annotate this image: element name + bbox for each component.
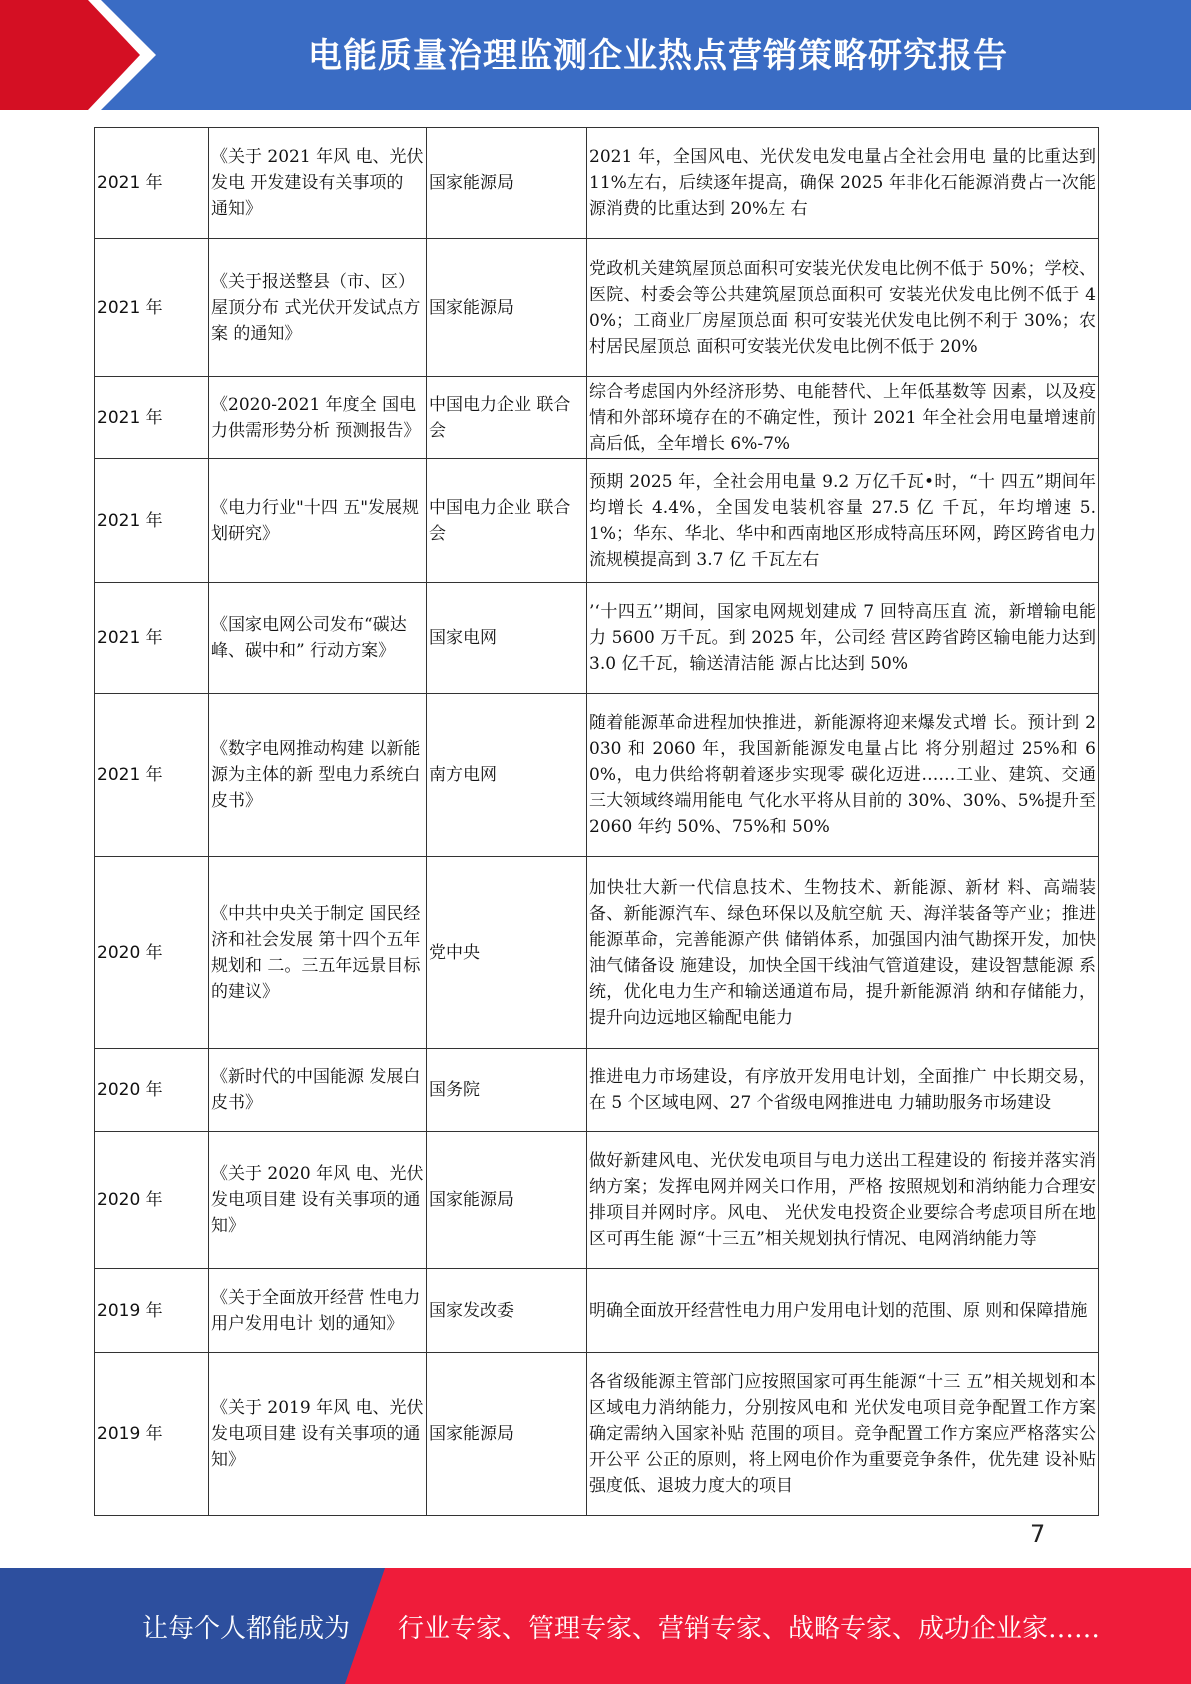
year-cell: 2019 年 xyxy=(95,1269,209,1353)
table-row xyxy=(95,857,1099,1049)
year-cell: 2019 年 xyxy=(95,1353,209,1516)
document-cell: 《新时代的中国能源 发展白皮书》 xyxy=(209,1049,427,1132)
content-cell: 加快壮大新一代信息技术、生物技术、新能源、新材 料、高端装备、新能源汽车、绿色环保以及航空航 天、海洋装备等产业；推进能源革命，完善能源产供 储销体系，加强国内油气勘探开发，加快油气储备设 施建设，加快全国干线油气管道建设，建设智慧能源 系统，优化电力生产和输送通道布局，提升新能源消 纳和存储能力，提升向边远地区输配电能力 xyxy=(587,857,1099,1049)
policy-table xyxy=(94,127,1099,1516)
table-row xyxy=(95,459,1099,583)
year-cell: 2020 年 xyxy=(95,1049,209,1132)
table-row xyxy=(95,1353,1099,1516)
issuer-cell: 国务院 xyxy=(427,1049,587,1132)
document-cell: 《关于 2021 年风 电、光伏发电 开发建设有关事项的 通知》 xyxy=(209,128,427,239)
document-cell: 《关于报送整县（市、区）屋顶分布 式光伏开发试点方案 的通知》 xyxy=(209,239,427,377)
year-cell: 2021 年 xyxy=(95,128,209,239)
document-cell: 《电力行业"十四 五"发展规划研究》 xyxy=(209,459,427,583)
issuer-cell: 中国电力企业 联合会 xyxy=(427,377,587,459)
table-row xyxy=(95,583,1099,694)
content-cell: 党政机关建筑屋顶总面积可安装光伏发电比例不低于 50%；学校、医院、村委会等公共建筑屋顶总面积可 安装光伏发电比例不低于 40%；工商业厂房屋顶总面 积可安装光伏发电比例不利于 30%；农村居民屋顶总 面积可安装光伏发电比例不低于 20% xyxy=(587,239,1099,377)
content-cell: 2021 年，全国风电、光伏发电发电量占全社会用电 量的比重达到 11%左右，后续逐年提高，确保 2025 年非化石能源消费占一次能源消费的比重达到 20%左 右 xyxy=(587,128,1099,239)
document-cell: 《中共中央关于制定 国民经济和社会发展 第十四个五年规划和 二。三五年远景目标 的建议》 xyxy=(209,857,427,1049)
document-cell: 《关于 2019 年风 电、光伏发电项目建 设有关事项的通知》 xyxy=(209,1353,427,1516)
year-cell: 2021 年 xyxy=(95,694,209,857)
issuer-cell: 国家电网 xyxy=(427,583,587,694)
document-cell: 《关于 2020 年风 电、光伏发电项目建 设有关事项的通知》 xyxy=(209,1132,427,1269)
table-row xyxy=(95,1132,1099,1269)
year-cell: 2021 年 xyxy=(95,459,209,583)
year-cell: 2021 年 xyxy=(95,239,209,377)
page-header xyxy=(0,0,1191,110)
document-cell: 《国家电网公司发布“碳达峰、碳中和” 行动方案》 xyxy=(209,583,427,694)
content-cell: 明确全面放开经营性电力用户发用电计划的范围、原 则和保障措施 xyxy=(587,1269,1099,1353)
document-cell: 《2020-2021 年度全 国电力供需形势分析 预测报告》 xyxy=(209,377,427,459)
table-row xyxy=(95,1049,1099,1132)
table-row xyxy=(95,239,1099,377)
table-row xyxy=(95,128,1099,239)
table-row xyxy=(95,1269,1099,1353)
year-cell: 2021 年 xyxy=(95,377,209,459)
content-cell: 做好新建风电、光伏发电项目与电力送出工程建设的 衔接并落实消纳方案；发挥电网并网关口作用，严格 按照规划和消纳能力合理安排项目并网时序。风电、 光伏发电投资企业要综合考虑项目所在地区可再生能 源“十三五”相关规划执行情况、电网消纳能力等 xyxy=(587,1132,1099,1269)
issuer-cell: 国家能源局 xyxy=(427,128,587,239)
content-cell: 各省级能源主管部门应按照国家可再生能源“十三 五”相关规划和本区域电力消纳能力，分别按风电和 光伏发电项目竞争配置工作方案确定需纳入国家补贴 范围的项目。竞争配置工作方案应严格落实公开公平 公正的原则，将上网电价作为重要竞争条件，优先建 设补贴强度低、退坡力度大的项目 xyxy=(587,1353,1099,1516)
report-title: 电能质量治理监测企业热点营销策略研究报告 xyxy=(308,35,1008,76)
issuer-cell: 中国电力企业 联合会 xyxy=(427,459,587,583)
table-row xyxy=(95,694,1099,857)
issuer-cell: 国家发改委 xyxy=(427,1269,587,1353)
issuer-cell: 国家能源局 xyxy=(427,239,587,377)
year-cell: 2021 年 xyxy=(95,583,209,694)
footer-slogan-right: 行业专家、管理专家、营销专家、战略专家、成功企业家…… xyxy=(398,1613,1101,1644)
issuer-cell: 国家能源局 xyxy=(427,1353,587,1516)
content-cell: 随着能源革命进程加快推进，新能源将迎来爆发式增 长。预计到 2030 和 2060 年，我国新能源发电量占比 将分别超过 25%和 60%，电力供给将朝着逐步实现零 碳化迈进……工业、建筑、交通三大领域终端用能电 气化水平将从目前的 30%、30%、5%提升至 2060 年约 50%、75%和 50% xyxy=(587,694,1099,857)
page-number: 7 xyxy=(1030,1520,1046,1548)
content-cell: 综合考虑国内外经济形势、电能替代、上年低基数等 因素，以及疫情和外部环境存在的不确定性，预计 2021 年全社会用电量增速前高后低，全年增长 6%-7% xyxy=(587,377,1099,459)
document-cell: 《数字电网推动构建 以新能源为主体的新 型电力系统白皮书》 xyxy=(209,694,427,857)
year-cell: 2020 年 xyxy=(95,1132,209,1269)
content-cell: 推进电力市场建设，有序放开发用电计划，全面推广 中长期交易，在 5 个区域电网、27 个省级电网推进电 力辅助服务市场建设 xyxy=(587,1049,1099,1132)
issuer-cell: 国家能源局 xyxy=(427,1132,587,1269)
header-red-chevron-decoration xyxy=(0,0,150,110)
issuer-cell: 南方电网 xyxy=(427,694,587,857)
year-cell: 2020 年 xyxy=(95,857,209,1049)
table-row xyxy=(95,377,1099,459)
footer-slogan-left: 让每个人都能成为 xyxy=(142,1613,351,1644)
page-footer xyxy=(0,1568,1191,1684)
document-cell: 《关于全面放开经营 性电力用户发用电计 划的通知》 xyxy=(209,1269,427,1353)
content-cell: 预期 2025 年，全社会用电量 9.2 万亿千瓦•时，“十 四五”期间年均增长 4.4%，全国发电装机容量 27.5 亿 千瓦，年均增速 5.1%；华东、华北、华中和西南地区形成特高压环网，跨区跨省电力流规模提高到 3.7 亿 千瓦左右 xyxy=(587,459,1099,583)
content-cell: ’‘十四五’’期间，国家电网规划建成 7 回特高压直 流，新增输电能力 5600 万千瓦。到 2025 年，公司经 营区跨省跨区输电能力达到 3.0 亿千瓦，输送清洁能 源占比达到 50% xyxy=(587,583,1099,694)
issuer-cell: 党中央 xyxy=(427,857,587,1049)
